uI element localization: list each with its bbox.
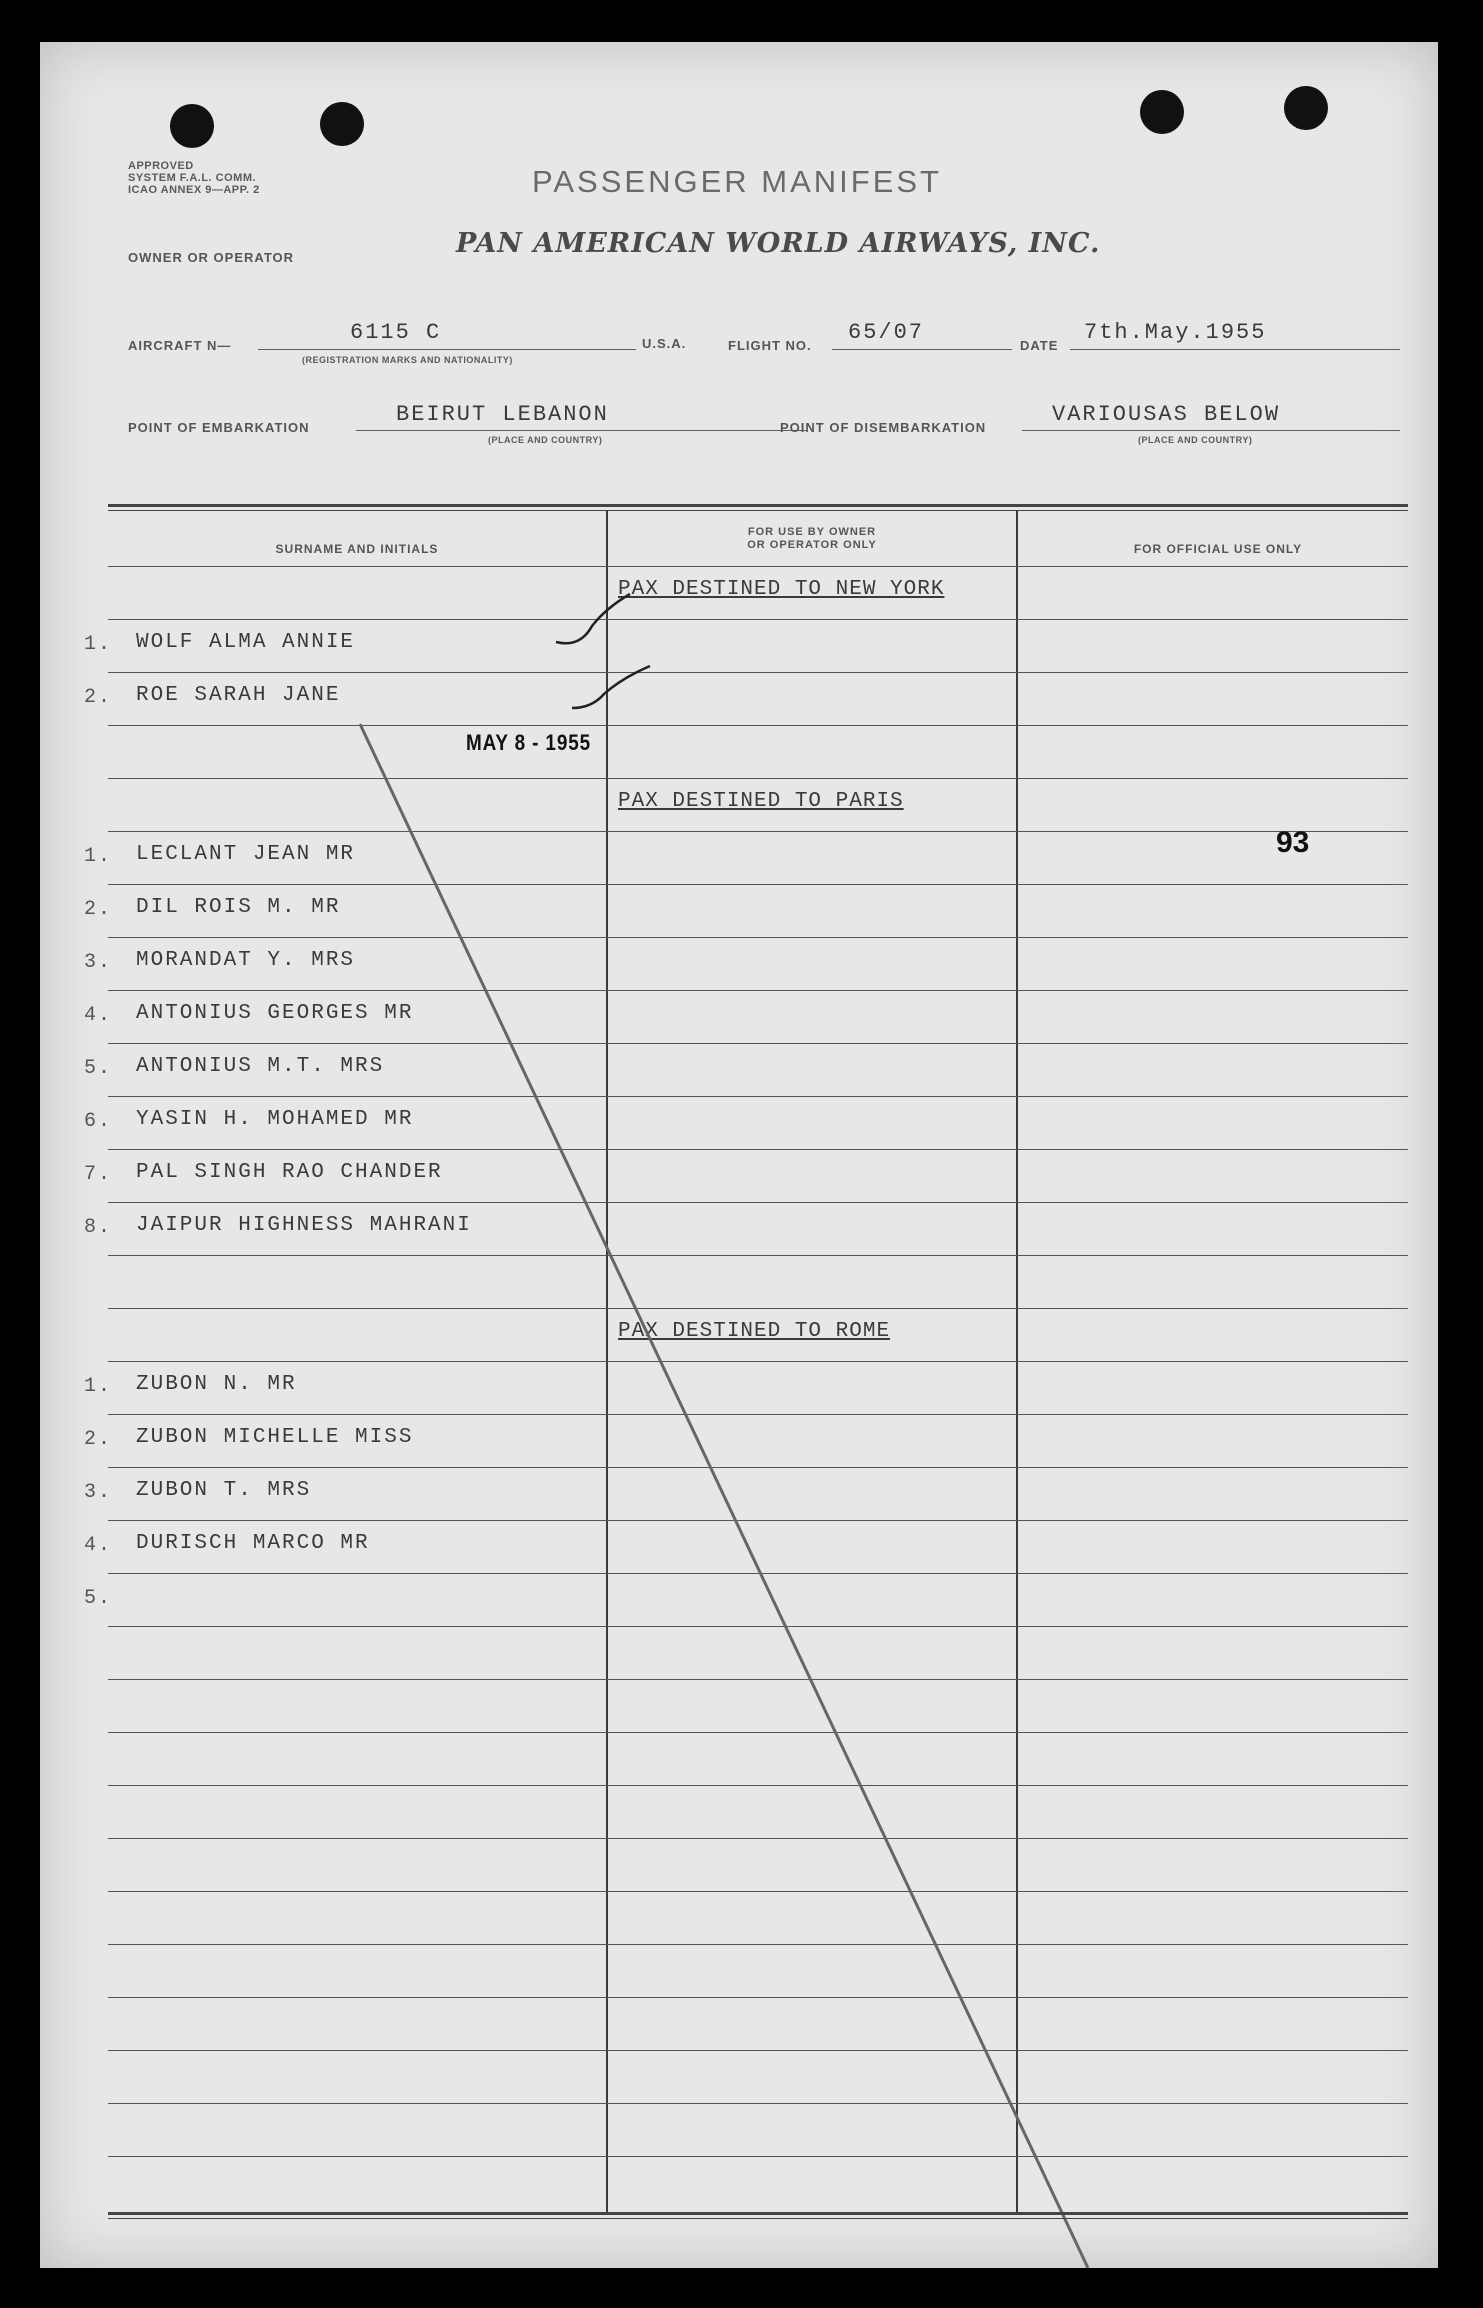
usa-label: U.S.A. [642,336,687,351]
col-official-use: FOR OFFICIAL USE ONLY [1133,542,1303,556]
passenger-name: ZUBON N. MR [136,1373,297,1396]
approval-line: ICAO ANNEX 9—APP. 2 [128,184,260,196]
passenger-number: 1. [84,845,113,868]
passenger-number: 2. [84,1428,113,1451]
passenger-number: 2. [84,898,113,921]
destination-heading: PAX DESTINED TO NEW YORK [618,578,945,601]
passenger-name: ROE SARAH JANE [136,684,341,707]
embark-sub: (PLACE AND COUNTRY) [488,435,603,445]
aircraft-value: 6115 C [350,320,442,345]
approval-line: APPROVED [128,160,194,172]
passenger-number: 6. [84,1110,113,1133]
disembark-value: VARIOUSAS BELOW [1052,402,1281,427]
form-title: PASSENGER MANIFEST [532,164,942,199]
passenger-number: 3. [84,1481,113,1504]
passenger-name: WOLF ALMA ANNIE [136,631,356,654]
flight-label: FLIGHT NO. [728,338,812,353]
passenger-name: DURISCH MARCO MR [136,1532,370,1555]
embark-value: BEIRUT LEBANON [396,402,609,427]
received-stamp: MAY 8 - 1955 [466,730,591,755]
passenger-name: MORANDAT Y. MRS [136,949,356,972]
passenger-name: DIL ROIS M. MR [136,896,341,919]
passenger-number: 1. [84,1375,113,1398]
date-value: 7th.May.1955 [1084,320,1267,345]
passenger-number: 2. [84,686,113,709]
passenger-number: 4. [84,1534,113,1557]
owner-label: OWNER OR OPERATOR [128,250,295,265]
page-number-stamp: 93 [1276,826,1310,859]
aircraft-sub: (REGISTRATION MARKS AND NATIONALITY) [302,355,513,365]
passenger-name: JAIPUR HIGHNESS MAHRANI [136,1214,472,1237]
passenger-number: 1. [84,633,113,656]
passenger-name: ANTONIUS M.T. MRS [136,1055,385,1078]
approval-line: SYSTEM F.A.L. COMM. [128,172,257,184]
passenger-name: YASIN H. MOHAMED MR [136,1108,414,1131]
operator-name: PAN AMERICAN WORLD AIRWAYS, INC. [456,228,1101,259]
passenger-name: ZUBON MICHELLE MISS [136,1426,414,1449]
table-bottom-rule [108,2212,1408,2215]
destination-heading: PAX DESTINED TO ROME [618,1320,891,1343]
passenger-name: ANTONIUS GEORGES MR [136,1002,414,1025]
cancel-slash [360,724,1088,2268]
passenger-name: PAL SINGH RAO CHANDER [136,1161,443,1184]
passenger-number: 8. [84,1216,113,1239]
table-bottom-rule [108,2218,1408,2219]
annotation-marks [40,42,1438,2268]
passenger-name: LECLANT JEAN MR [136,843,356,866]
passenger-number: 5. [84,1587,113,1610]
manifest-sheet [40,42,1438,2268]
disembark-label: POINT OF DISEMBARKATION [780,420,987,435]
passenger-number: 5. [84,1057,113,1080]
check-mark [556,594,630,643]
aircraft-label: AIRCRAFT N— [128,338,232,353]
date-label: DATE [1020,338,1059,353]
destination-heading: PAX DESTINED TO PARIS [618,790,904,813]
flight-value: 65/07 [848,320,925,345]
passenger-number: 3. [84,951,113,974]
passenger-number: 7. [84,1163,113,1186]
passenger-number: 4. [84,1004,113,1027]
check-mark [572,666,650,708]
disembark-sub: (PLACE AND COUNTRY) [1138,435,1253,445]
passenger-name: ZUBON T. MRS [136,1479,312,1502]
col-owner-use: FOR USE BY OWNER OR OPERATOR ONLY [747,526,877,551]
embark-label: POINT OF EMBARKATION [128,420,310,435]
col-surname: SURNAME AND INITIALS [275,542,439,556]
